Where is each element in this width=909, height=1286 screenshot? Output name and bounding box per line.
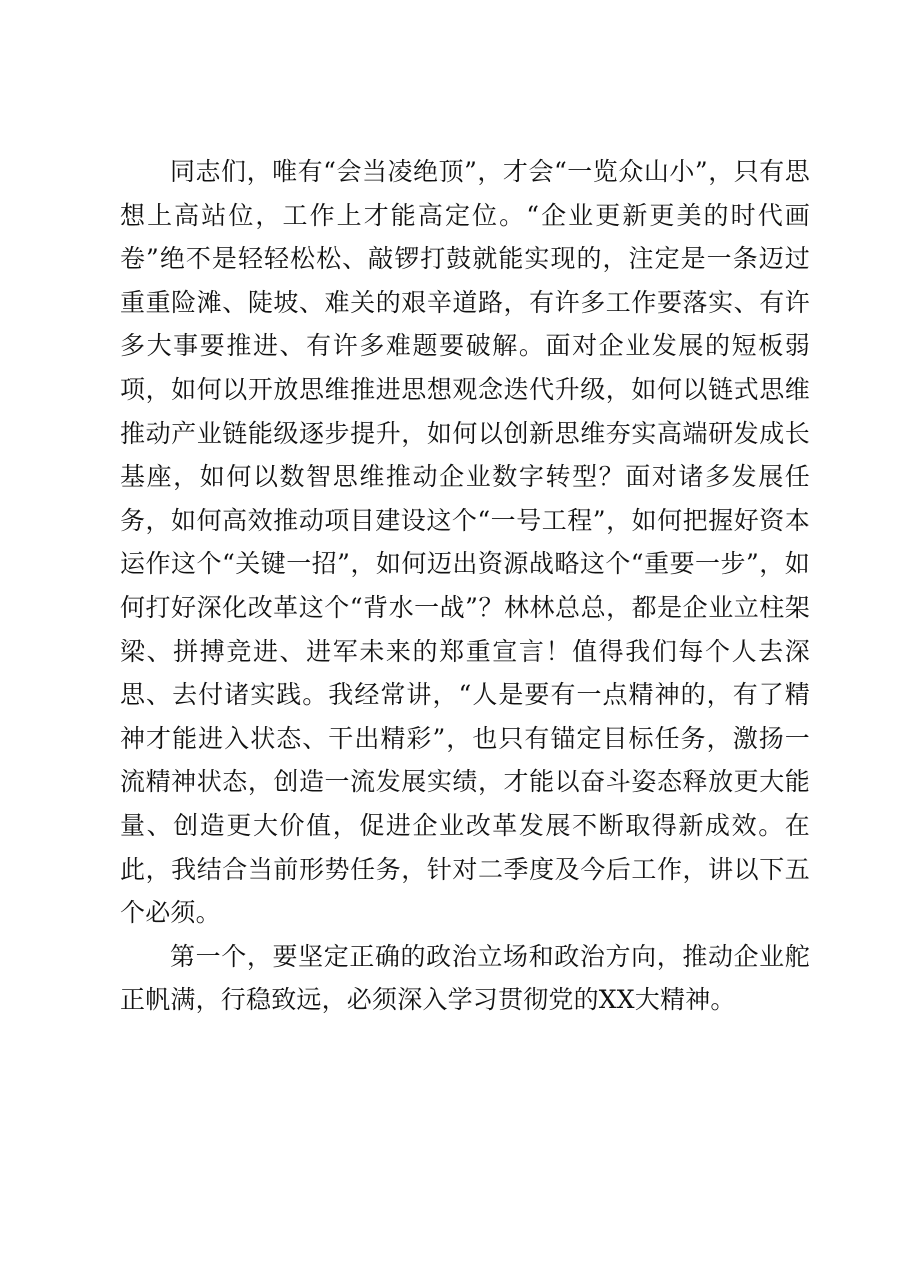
document-body bbox=[120, 150, 810, 1022]
paragraph-first-point: 第一个，要坚定正确的政治立场和政治方向，推动企业舵正帆满，行稳致远，必须深入学习贯彻党的XX大精神。 bbox=[120, 941, 810, 1015]
paragraph-intro: 同志们，唯有“会当凌绝顶”，才会“一览众山小”，只有思想上高站位，工作上才能高定位。“企业更新更美的时代画卷”绝不是轻轻松松、敲锣打鼓就能实现的，注定是一条迈过重重险滩、陡坡、难关的艰辛道路，有许多工作要落实、有许多大事要推进、有许多难题要破解。面对企业发展的短板弱项，如何以开放思维推进思想观念迭代升级，如何以链式思维推动产业链能级逐步提升，如何以创新思维夯实高端研发成长基座，如何以数智思维推动企业数字转型？面对诸多发展任务，如何高效推动项目建设这个“一号工程”，如何把握好资本运作这个“关键一招”，如何迈出资源战略这个“重要一步”，如何打好深化改革这个“背水一战”？林林总总，都是企业立柱架梁、拼搏竞进、进军未来的郑重宣言！值得我们每个人去深思、去付诸实践。我经常讲，“人是要有一点精神的，有了精神才能进入状态、干出精彩”，也只有锚定目标任务，激扬一流精神状态，创造一流发展实绩，才能以奋斗姿态释放更大能量、创造更大价值，促进企业改革发展不断取得新成效。在此，我结合当前形势任务，针对二季度及今后工作，讲以下五个必须。 bbox=[120, 157, 810, 928]
